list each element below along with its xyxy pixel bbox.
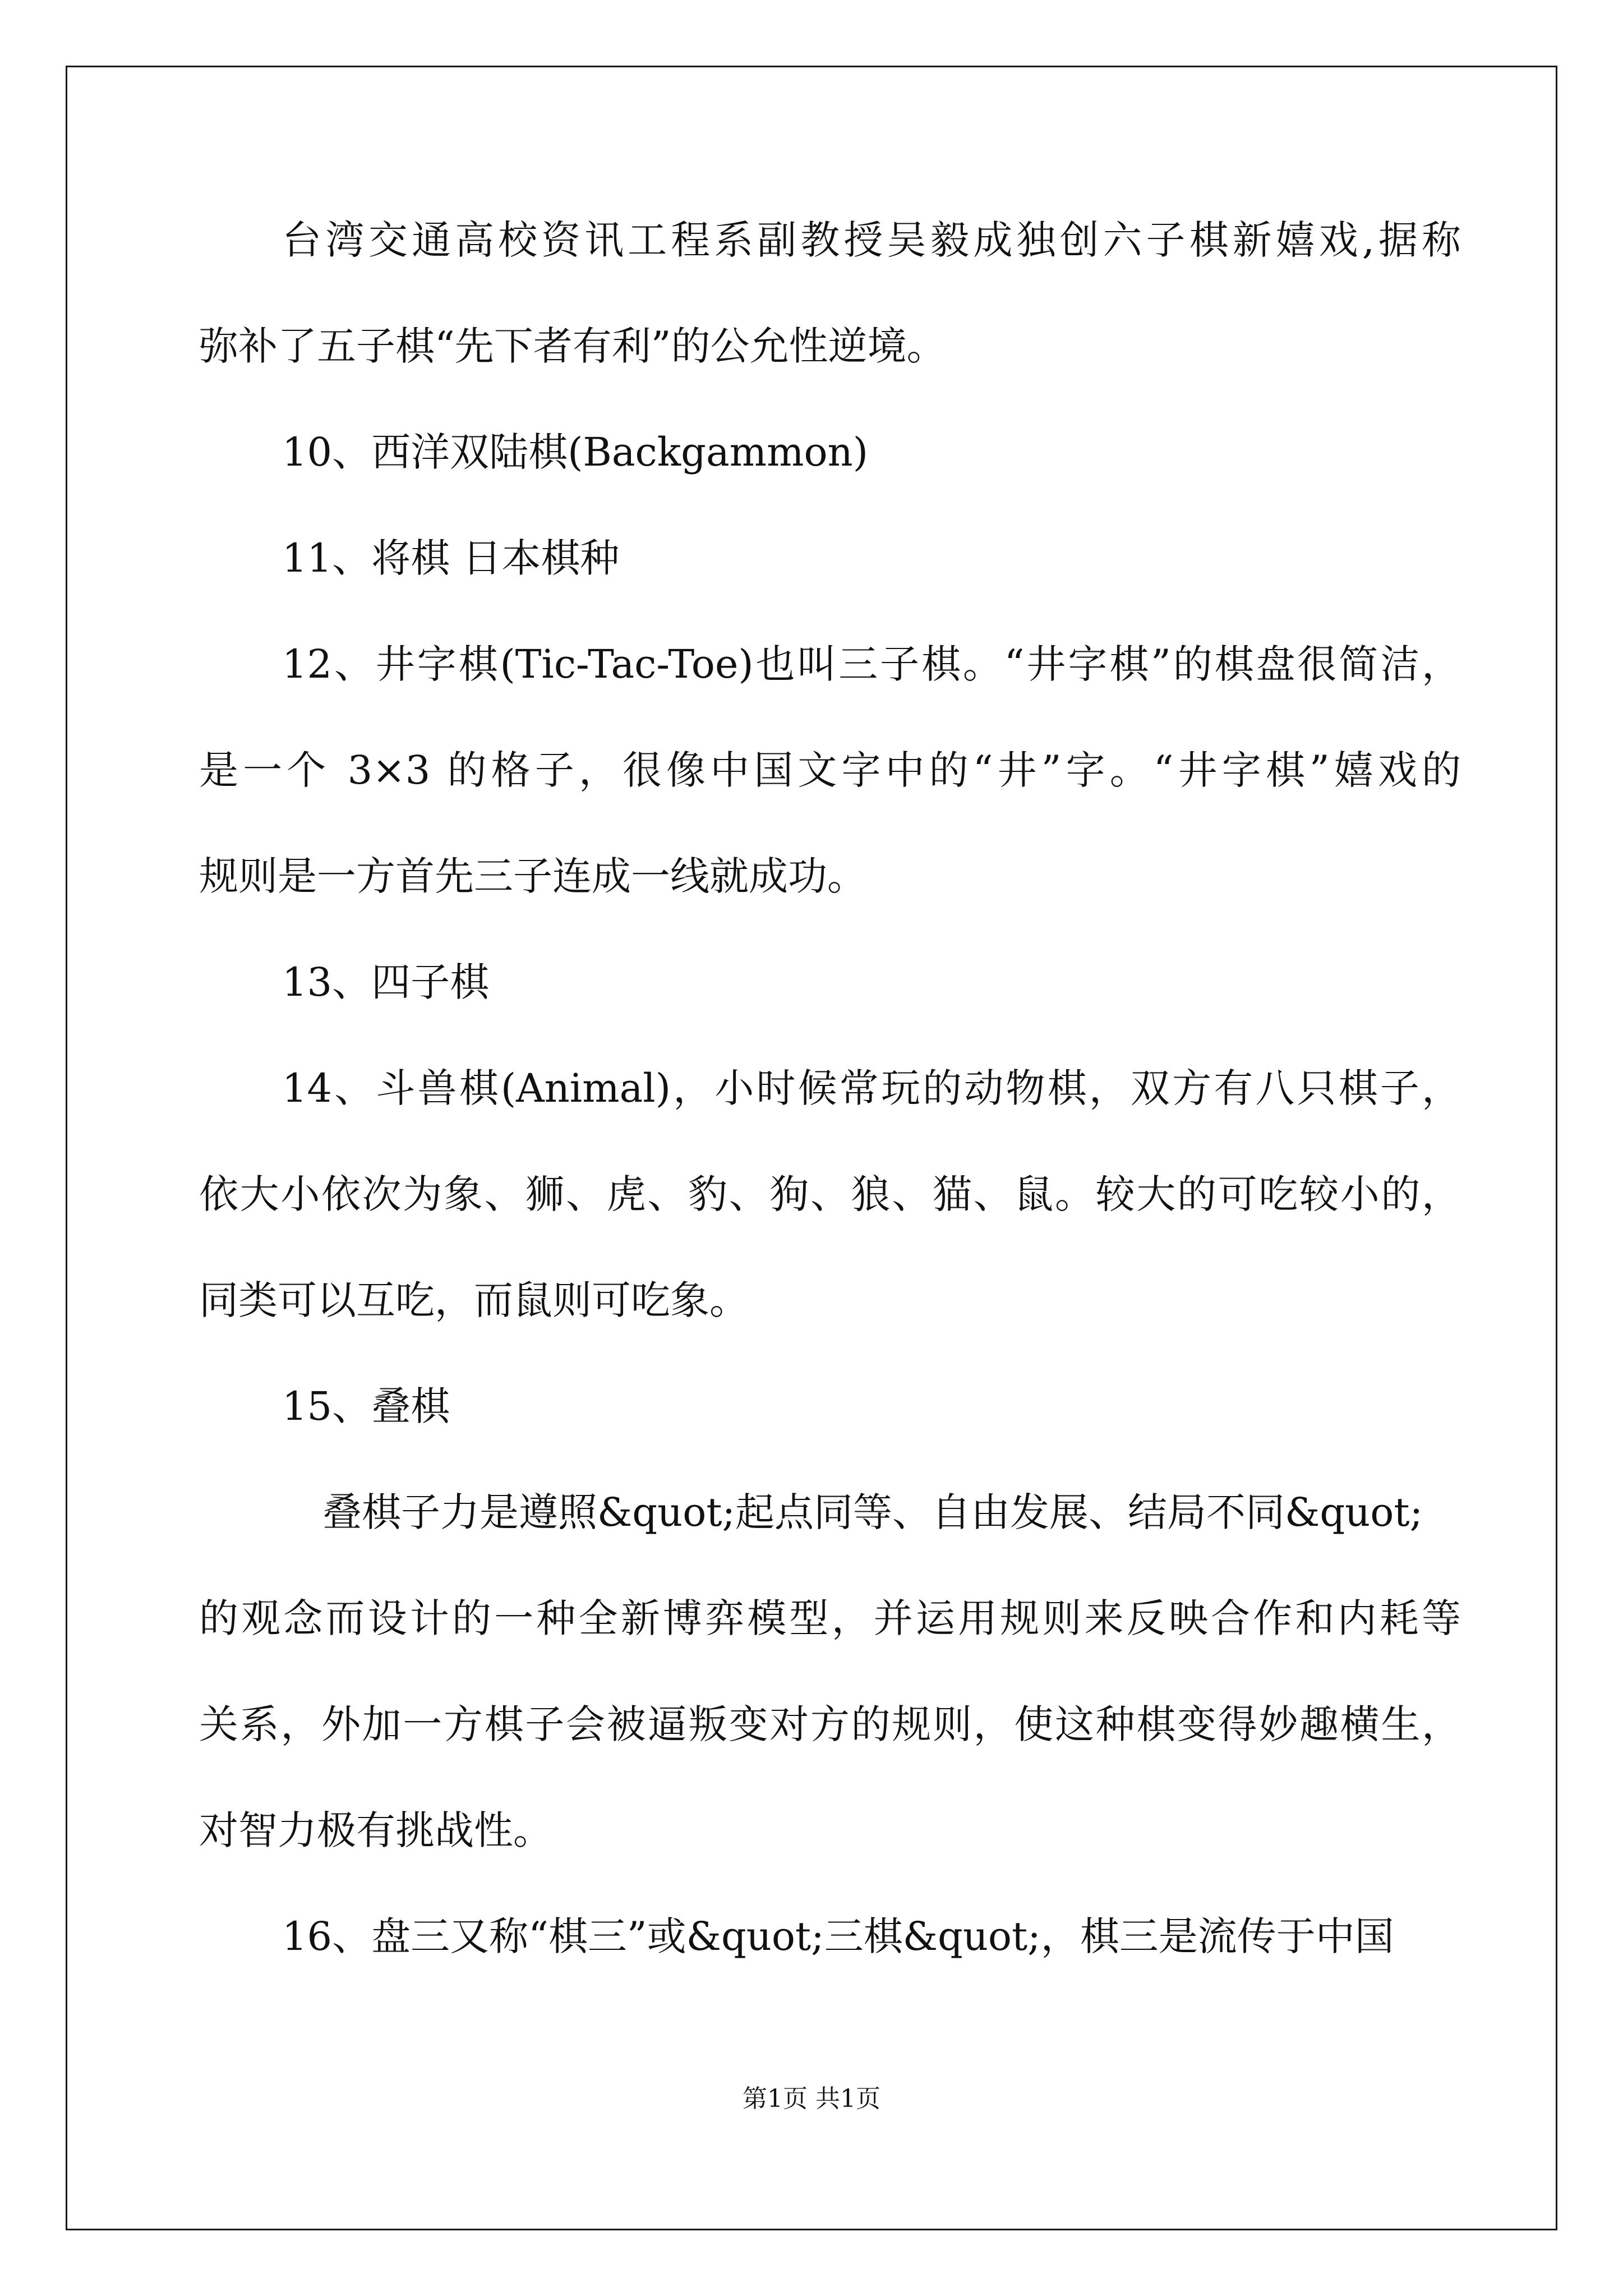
paragraph-line: 台湾交通高校资讯工程系副教授吴毅成独创六子棋新嬉戏,据称 — [282, 217, 1461, 263]
list-item-11: 11、将棋 日本棋种 — [282, 535, 620, 581]
list-item-13: 13、四子棋 — [282, 959, 490, 1005]
paragraph-line: 依大小依次为象、狮、虎、豹、狗、狼、猫、鼠。较大的可吃较小的， — [199, 1171, 1461, 1217]
paragraph-line: 是一个 3×3 的格子，很像中国文字中的“井”字。“井字棋”嬉戏的 — [199, 747, 1461, 793]
page-number-footer: 第1页 共1页 — [743, 2085, 880, 2113]
list-item-16: 16、盘三又称“棋三”或&quot;三棋&quot;，棋三是流传于中国 — [282, 1913, 1394, 1959]
paragraph-line: 规则是一方首先三子连成一线就成功。 — [199, 853, 866, 899]
page-border — [66, 66, 1557, 2230]
list-item-12: 12、井字棋(Tic-Tac-Toe)也叫三子棋。“井字棋”的棋盘很简洁， — [282, 641, 1461, 687]
paragraph-line: 同类可以互吃，而鼠则可吃象。 — [199, 1277, 749, 1323]
paragraph-line: 对智力极有挑战性。 — [199, 1807, 552, 1853]
paragraph-line: 弥补了五子棋“先下者有利”的公允性逆境。 — [199, 323, 946, 369]
list-item-15: 15、叠棋 — [282, 1383, 450, 1429]
list-item-10: 10、西洋双陆棋(Backgammon) — [282, 429, 869, 475]
paragraph-line: 的观念而设计的一种全新博弈模型，并运用规则来反映合作和内耗等 — [199, 1595, 1461, 1641]
paragraph-line: 关系，外加一方棋子会被逼叛变对方的规则，使这种棋变得妙趣横生， — [199, 1701, 1461, 1747]
paragraph-line: 叠棋子力是遵照&quot;起点同等、自由发展、结局不同&quot; — [322, 1489, 1423, 1535]
list-item-14: 14、斗兽棋(Animal)，小时候常玩的动物棋，双方有八只棋子， — [282, 1065, 1461, 1111]
